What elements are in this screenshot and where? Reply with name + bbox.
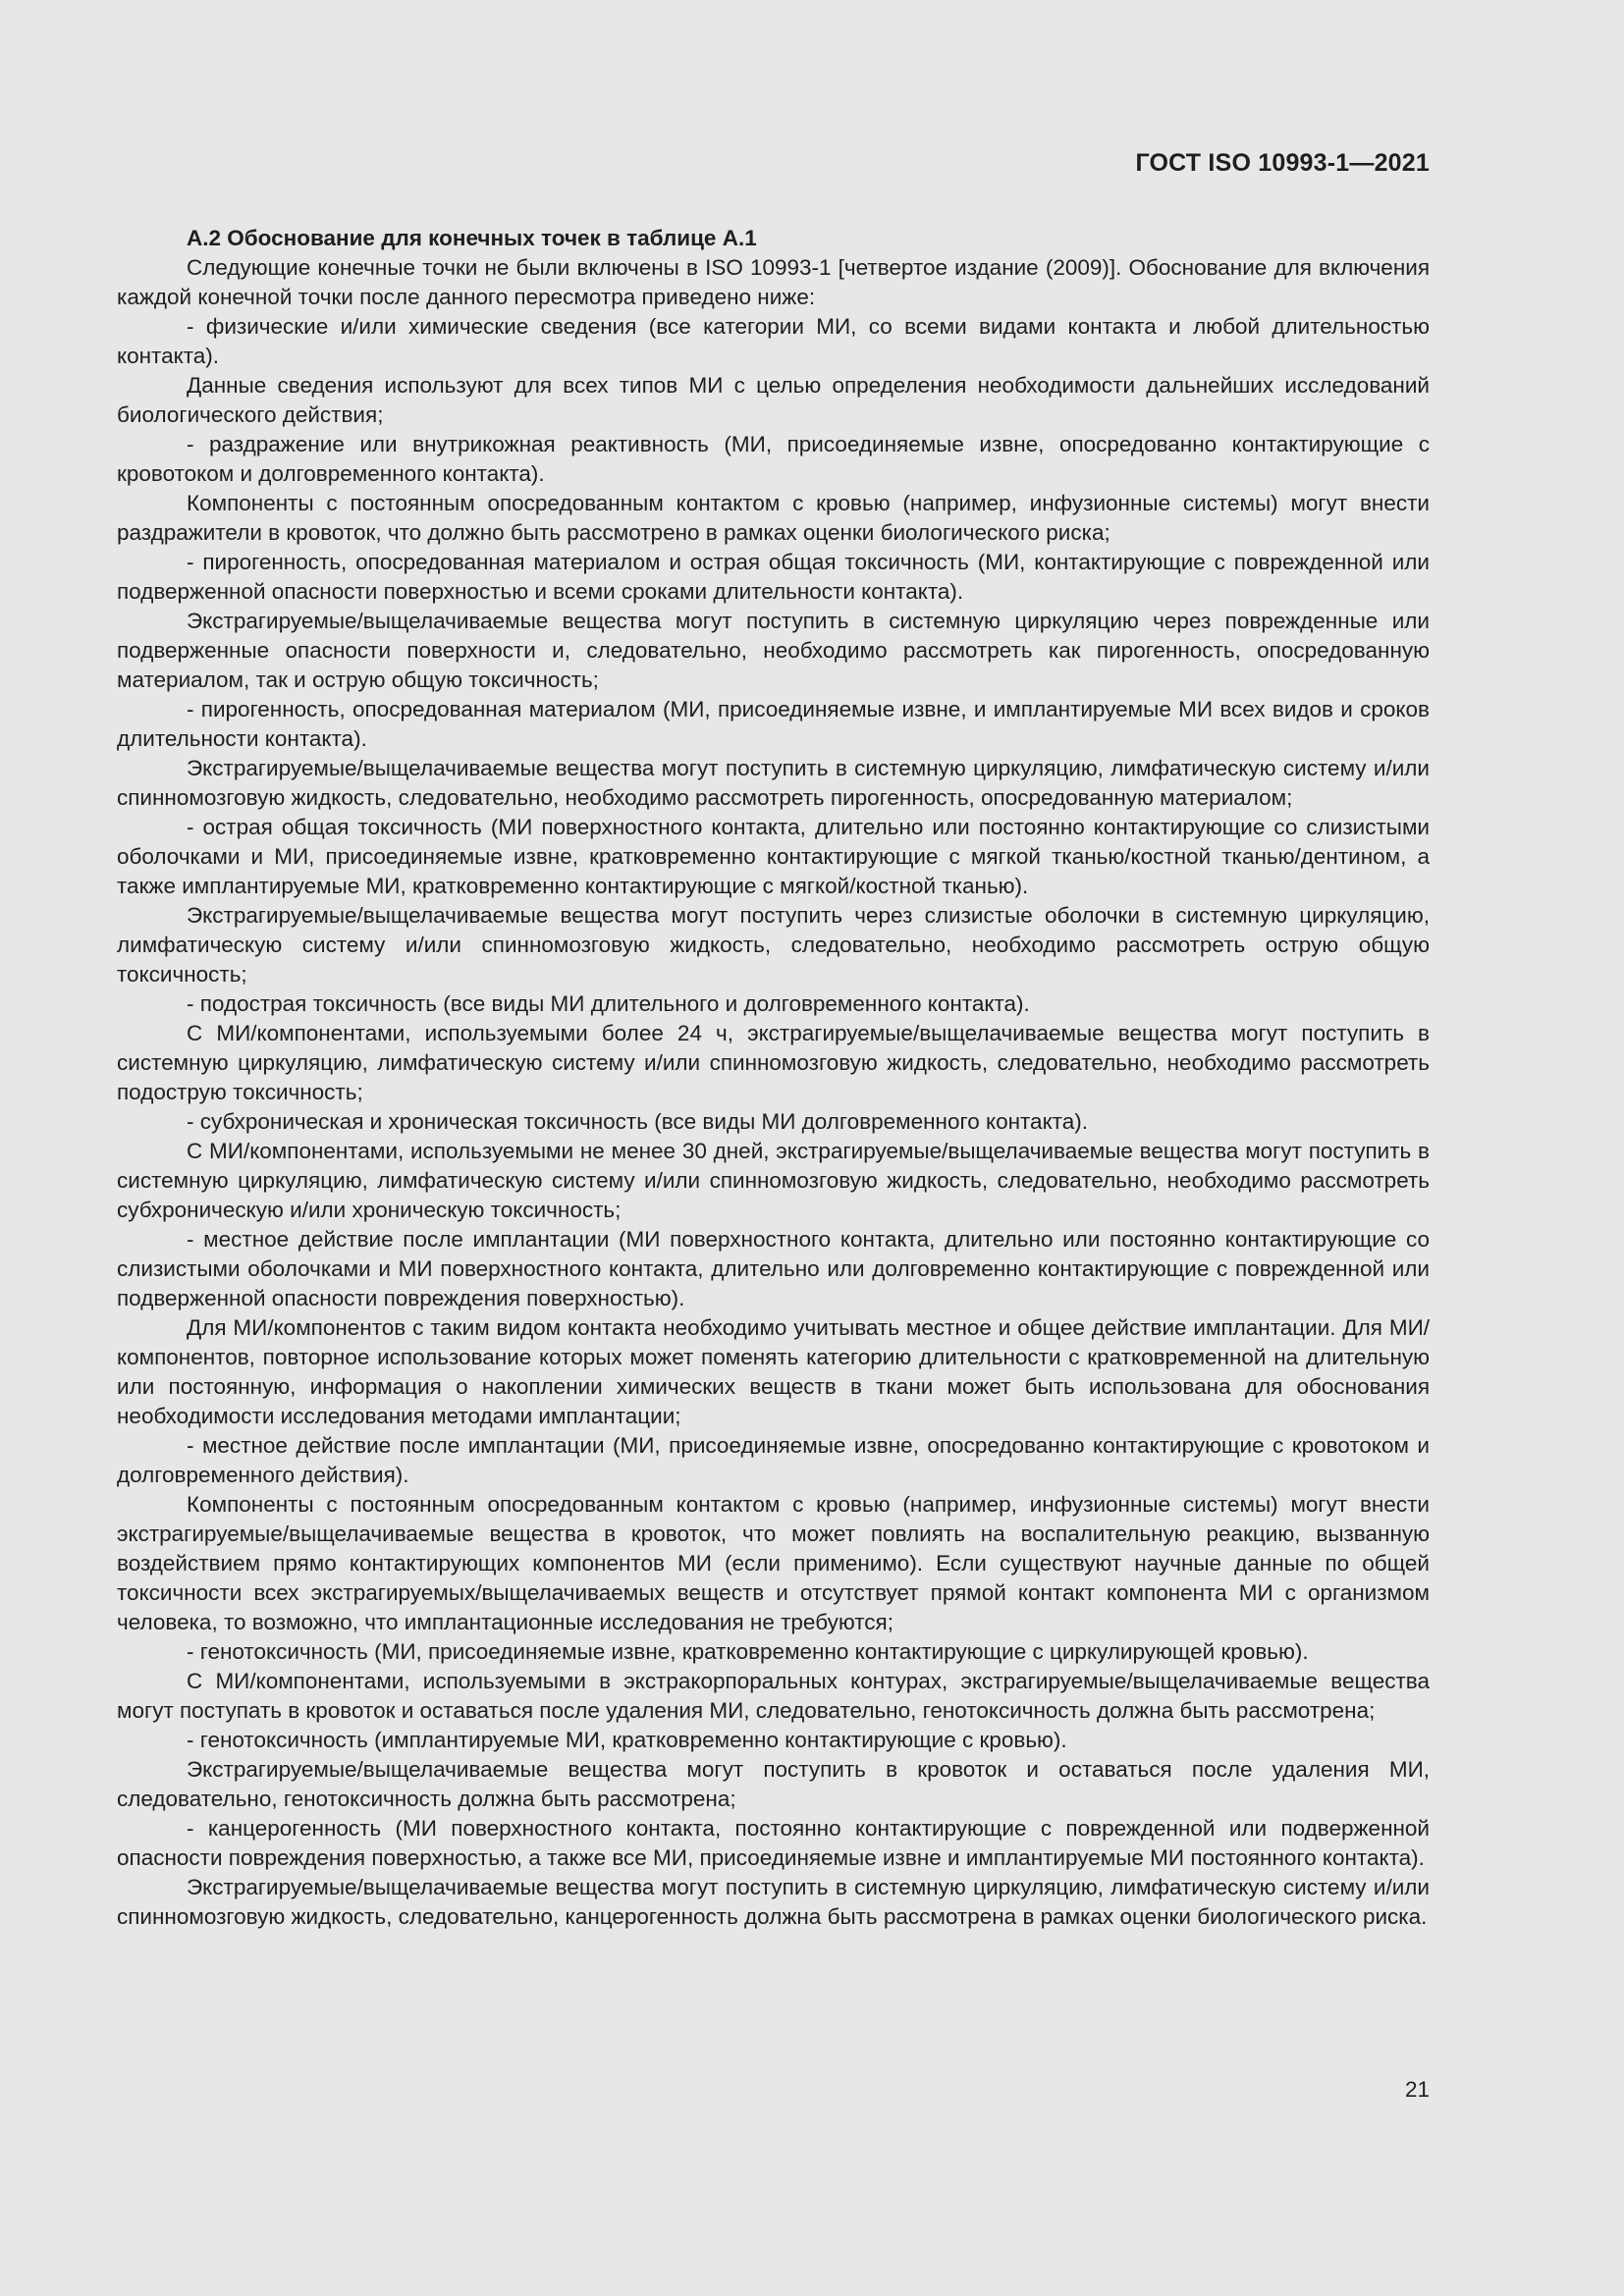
paragraph: Экстрагируемые/выщелачиваемые вещества могут поступить в системную циркуляцию через поврежденные или подверженные опасности поверхности и, следовательно, необходимо рассмотреть как пирогенность, опосредованную материалом, так и острую общую токсичность; <box>117 609 1430 692</box>
list-item: - субхроническая и хроническая токсичность (все виды МИ долговременного контакта). <box>187 1109 1088 1134</box>
paragraph: Компоненты с постоянным опосредованным контактом с кровью (например, инфузионные системы) могут внести экстрагируемые/выщелачиваемые вещества в кровоток, что может повлиять на воспалительную реакцию, вызванную воздействием прямо контактирующих компонентов МИ (если применимо). Если существуют научные данные по общей токсичности всех экстрагируемых/выщелачиваемых веществ и отсутствует прямой контакт компонента МИ с организмом человека, то возможно, что имплантационные исследования не требуются; <box>117 1492 1430 1634</box>
paragraph: Следующие конечные точки не были включены в ISO 10993-1 [четвертое издание (2009)]. Обоснование для включения каждой конечной точки после данного пересмотра приведено ниже: <box>117 255 1430 309</box>
paragraph: Экстрагируемые/выщелачиваемые вещества могут поступить через слизистые оболочки в системную циркуляцию, лимфатическую систему и/или спинномозговую жидкость, следовательно, необходимо рассмотреть острую общую токсичность; <box>117 903 1430 987</box>
paragraph: С МИ/компонентами, используемыми более 24 ч, экстрагируемые/выщелачиваемые вещества могут поступить в системную циркуляцию, лимфатическую систему и/или спинномозговую жидкость, следовательно, необходимо рассмотреть подострую токсичность; <box>117 1021 1430 1104</box>
standard-code-header: ГОСТ ISO 10993-1—2021 <box>1135 149 1430 177</box>
paragraph: Экстрагируемые/выщелачиваемые вещества могут поступить в кровоток и оставаться после удаления МИ, следовательно, генотоксичность должна быть рассмотрена; <box>117 1757 1430 1811</box>
paragraph: Экстрагируемые/выщелачиваемые вещества могут поступить в системную циркуляцию, лимфатическую систему и/или спинномозговую жидкость, следовательно, канцерогенность должна быть рассмотрена в рамках оценки биологического риска. <box>117 1875 1430 1929</box>
list-item: - пирогенность, опосредованная материалом и острая общая токсичность (МИ, контактирующие с поврежденной или подверженной опасности поверхностью и всеми сроками длительности контакта). <box>117 550 1430 604</box>
paragraph: Компоненты с постоянным опосредованным контактом с кровью (например, инфузионные системы) могут внести раздражители в кровоток, что должно быть рассмотрено в рамках оценки биологического риска; <box>117 491 1430 545</box>
list-item: - острая общая токсичность (МИ поверхностного контакта, длительно или постоянно контактирующие со слизистыми оболочками и МИ, присоединяемые извне, кратковременно контактирующие с мягкой тканью/костной тканью/дентином, а также имплантируемые МИ, кратковременно контактирующие с мягкой/костной тканью). <box>117 815 1430 898</box>
list-item: - раздражение или внутрикожная реактивность (МИ, присоединяемые извне, опосредованно контактирующие с кровотоком и долговременного контакта). <box>117 432 1430 486</box>
list-item: - генотоксичность (имплантируемые МИ, кратковременно контактирующие с кровью). <box>187 1728 1067 1752</box>
list-item: - канцерогенность (МИ поверхностного контакта, постоянно контактирующие с поврежденной или подверженной опасности повреждения поверхностью, а также все МИ, присоединяемые извне и имплантируемые МИ постоянного контакта). <box>117 1816 1430 1870</box>
section-title: А.2 Обоснование для конечных точек в таблице А.1 <box>187 226 757 250</box>
list-item: - физические и/или химические сведения (все категории МИ, со всеми видами контакта и любой длительностью контакта). <box>117 314 1430 368</box>
paragraph: С МИ/компонентами, используемыми не менее 30 дней, экстрагируемые/выщелачиваемые вещества могут поступить в системную циркуляцию, лимфатическую систему и/или спинномозговую жидкость, следовательно, необходимо рассмотреть субхроническую и/или хроническую токсичность; <box>117 1139 1430 1222</box>
list-item: - местное действие после имплантации (МИ поверхностного контакта, длительно или постоянно контактирующие со слизистыми оболочками и МИ поверхностного контакта, длительно или долговременно контактирующие с поврежденной или подверженной опасности повреждения поверхностью). <box>117 1227 1430 1310</box>
page-number: 21 <box>1404 2077 1430 2102</box>
list-item: - пирогенность, опосредованная материалом (МИ, присоединяемые извне, и имплантируемые МИ всех видов и сроков длительности контакта). <box>117 697 1430 751</box>
paragraph: Данные сведения используют для всех типов МИ с целью определения необходимости дальнейших исследований биологического действия; <box>117 373 1430 427</box>
section-body <box>117 224 1430 1932</box>
list-item: - местное действие после имплантации (МИ, присоединяемые извне, опосредованно контактирующие с кровотоком и долговременного действия). <box>117 1433 1430 1487</box>
paragraph: Для МИ/компонентов с таким видом контакта необходимо учитывать местное и общее действие имплантации. Для МИ/компонентов, повторное использование которых может поменять категорию длительности с кратковременной на длительную или постоянную, информация о накоплении химических веществ в ткани может быть использована для обоснования необходимости исследования методами имплантации; <box>117 1315 1430 1428</box>
list-item: - генотоксичность (МИ, присоединяемые извне, кратковременно контактирующие с циркулирующей кровью). <box>187 1639 1309 1664</box>
list-item: - подострая токсичность (все виды МИ длительного и долговременного контакта). <box>187 991 1030 1016</box>
paragraph: С МИ/компонентами, используемыми в экстракорпоральных контурах, экстрагируемые/выщелачиваемые вещества могут поступать в кровоток и оставаться после удаления МИ, следовательно, генотоксичность должна быть рассмотрена; <box>117 1669 1430 1723</box>
paragraph: Экстрагируемые/выщелачиваемые вещества могут поступить в системную циркуляцию, лимфатическую систему и/или спинномозговую жидкость, следовательно, необходимо рассмотреть пирогенность, опосредованную материалом; <box>117 756 1430 810</box>
